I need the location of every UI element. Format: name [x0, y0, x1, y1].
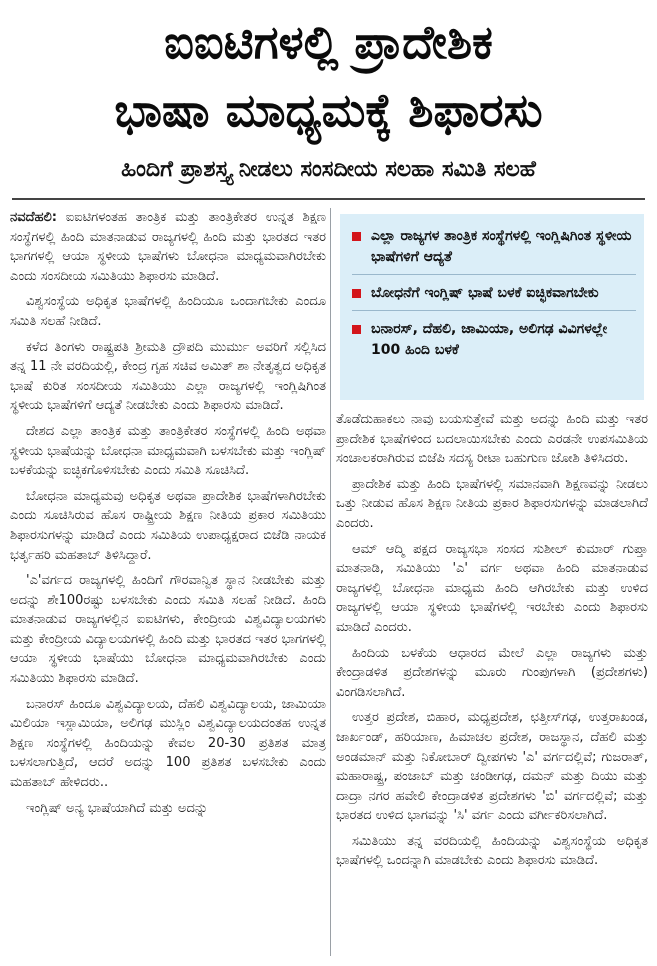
- highlight-item: [352, 281, 636, 311]
- article-paragraph: 'ಎ'ವರ್ಗದ ರಾಜ್ಯಗಳಲ್ಲಿ ಹಿಂದಿಗೆ ಗೌರವಾನ್ವಿತ ಸ್ಥಾನ ನೀಡಬೇಕು ಮತ್ತು ಅದನ್ನು ಶೇ100ರಷ್ಟು ಬಳಸಬೇಕು ಎಂದು ಸಮಿತಿ ಸಲಹೆ ನೀಡಿದೆ. ಹಿಂದಿ ಮಾತನಾಡುವ ರಾಜ್ಯಗಳಲ್ಲಿನ ಐಐಟಿಗಳು, ಕೇಂದ್ರೀಯ ವಿಶ್ವವಿದ್ಯಾಲಯಗಳು ಮತ್ತು ಕೇಂದ್ರೀಯ ವಿದ್ಯಾಲಯಗಳಲ್ಲಿ ಹಿಂದಿ ಮತ್ತು ಭಾರತದ ಇತರ ಭಾಗಗಳಲ್ಲಿ ಆಯಾ ಸ್ಥಳೀಯ ಭಾಷೆಯು ಬೋಧನಾ ಮಾಧ್ಯಮವಾಗಿರಬೇಕು ಎಂದು ಸಮಿತಿಯು ಶಿಫಾರಸು ಮಾಡಿದೆ.: [10, 573, 326, 687]
- headline-rule: [12, 198, 645, 200]
- column-divider: [330, 208, 331, 956]
- article-paragraph: ದೇಶದ ಎಲ್ಲಾ ತಾಂತ್ರಿಕ ಮತ್ತು ತಾಂತ್ರಿಕೇತರ ಸಂಸ್ಥೆಗಳಲ್ಲಿ ಹಿಂದಿ ಅಥವಾ ಸ್ಥಳೀಯ ಭಾಷೆಯನ್ನು ಬೋಧನಾ ಮಾಧ್ಯಮವಾಗಿ ಬಳಸಬೇಕು ಮತ್ತು ಇಂಗ್ಲಿಷ್ ಬಳಕೆಯನ್ನು ಐಚ್ಛಿಕಗೊಳಿಸಬೇಕು ಎಂದು ಸಮಿತಿ ಸೂಚಿಸಿದೆ.: [10, 423, 326, 479]
- headline-line-1: ಐಐಟಿಗಳಲ್ಲಿ ಪ್ರಾದೇಶಿಕ: [164, 15, 493, 69]
- highlight-text: ಎಲ್ಲಾ ರಾಜ್ಯಗಳ ತಾಂತ್ರಿಕ ಸಂಸ್ಥೆಗಳಲ್ಲಿ ಇಂಗ್ಲಿಷಿಗಿಂತ ಸ್ಥಳೀಯ ಭಾಷೆಗಳಿಗೆ ಆದ್ಯತೆ: [371, 228, 632, 265]
- highlights-box: [340, 214, 644, 400]
- bullet-square-icon: [352, 232, 361, 241]
- article-paragraph: [10, 208, 326, 286]
- article-right-column: [336, 410, 648, 960]
- article-paragraph: ಬನಾರಸ್ ಹಿಂದೂ ವಿಶ್ವವಿದ್ಯಾಲಯ, ದೆಹಲಿ ವಿಶ್ವವಿದ್ಯಾಲಯ, ಜಾಮಿಯಾ ಮಿಲಿಯಾ ಇಸ್ಲಾಮಿಯಾ, ಅಲಿಗಢ ಮುಸ್ಲಿಂ ವಿಶ್ವವಿದ್ಯಾಲಯದಂತಹ ಉನ್ನತ ಶಿಕ್ಷಣ ಸಂಸ್ಥೆಗಳಲ್ಲಿ ಹಿಂದಿಯನ್ನು ಕೇವಲ 20-30 ಪ್ರತಿಶತ ಮಾತ್ರ ಬಳಸಲಾಗುತ್ತಿದೆ, ಆದರೆ ಅದನ್ನು 100 ಪ್ರತಿಶತ ಬಳಸಬೇಕು ಎಂದು ಮಹತಾಬ್ ಹೇಳಿದರು..: [10, 696, 326, 791]
- highlight-text: ಬನಾರಸ್, ದೆಹಲಿ, ಜಾಮಿಯಾ, ಅಲಿಗಢ ವಿವಿಗಳಲ್ಲೇ 100 ಹಿಂದಿ ಬಳಕೆ: [371, 321, 608, 358]
- article-paragraph: ಕಳೆದ ತಿಂಗಳು ರಾಷ್ಟ್ರಪತಿ ಶ್ರೀಮತಿ ದ್ರೌಪದಿ ಮುರ್ಮು ಅವರಿಗೆ ಸಲ್ಲಿಸಿದ ತನ್ನ 11 ನೇ ವರದಿಯಲ್ಲಿ, ಕೇಂದ್ರ ಗೃಹ ಸಚಿವ ಅಮಿತ್ ಶಾ ನೇತೃತ್ವದ ಅಧಿಕೃತ ಭಾಷೆ ಕುರಿತ ಸಂಸದೀಯ ಸಮಿತಿಯು ಎಲ್ಲಾ ರಾಜ್ಯಗಳಲ್ಲಿ ಇಂಗ್ಲಿಷಿಗಿಂತ ಸ್ಥಳೀಯ ಭಾಷೆಗಳಿಗೆ ಆದ್ಯತೆ ನೀಡಬೇಕು ಎಂದು ಶಿಫಾರಸು ಮಾಡಿದೆ.: [10, 339, 326, 414]
- highlight-text: ಬೋಧನೆಗೆ ಇಂಗ್ಲಿಷ್ ಭಾಷೆ ಬಳಕೆ ಐಚ್ಛಿಕವಾಗಬೇಕು: [371, 285, 599, 301]
- article-paragraph: ಹಿಂದಿಯ ಬಳಕೆಯ ಆಧಾರದ ಮೇಲೆ ಎಲ್ಲಾ ರಾಜ್ಯಗಳು ಮತ್ತು ಕೇಂದ್ರಾಡಳಿತ ಪ್ರದೇಶಗಳನ್ನು ಮೂರು ಗುಂಪುಗಳಾಗಿ (ಪ್ರದೇಶಗಳು) ವಿಂಗಡಿಸಲಾಗಿದೆ.: [336, 645, 648, 700]
- article-paragraph: ಸಮಿತಿಯು ತನ್ನ ವರದಿಯಲ್ಲಿ ಹಿಂದಿಯನ್ನು ವಿಶ್ವಸಂಸ್ಥೆಯ ಅಧಿಕೃತ ಭಾಷೆಗಳಲ್ಲಿ ಒಂದನ್ನಾಗಿ ಮಾಡಬೇಕು ಎಂದು ಶಿಫಾರಸು ಮಾಡಿದೆ.: [336, 833, 648, 869]
- paragraph-text: ಐಐಟಿಗಳಂತಹ ತಾಂತ್ರಿಕ ಮತ್ತು ತಾಂತ್ರಿಕೇತರ ಉನ್ನತ ಶಿಕ್ಷಣ ಸಂಸ್ಥೆಗಳಲ್ಲಿ ಹಿಂದಿ ಮಾತನಾಡುವ ರಾಜ್ಯಗಳಲ್ಲಿ ಹಿಂದಿ ಮತ್ತು ಭಾರತದ ಇತರ ಭಾಗಗಳಲ್ಲಿ ಆಯಾ ಸ್ಥಳೀಯ ಭಾಷೆಗಳು ಬೋಧನಾ ಮಾಧ್ಯಮವಾಗಿರಬೇಕು ಎಂದು ಸಂಸದೀಯ ಸಮಿತಿಯು ಶಿಫಾರಸು ಮಾಡಿದೆ.: [10, 210, 326, 284]
- headline-line-2: ಭಾಷಾ ಮಾಧ್ಯಮಕ್ಕೆ ಶಿಫಾರಸು: [114, 83, 543, 137]
- bullet-square-icon: [352, 325, 361, 334]
- bullet-square-icon: [352, 289, 361, 298]
- highlight-item: [352, 317, 636, 367]
- article-paragraph: ತೊಡೆದುಹಾಕಲು ನಾವು ಬಯಸುತ್ತೇವೆ ಮತ್ತು ಅದನ್ನು ಹಿಂದಿ ಮತ್ತು ಇತರ ಪ್ರಾದೇಶಿಕ ಭಾಷೆಗಳಿಂದ ಬದಲಾಯಿಸಬೇಕು ಎಂದು ಎರಡನೇ ಉಪಸಮಿತಿಯ ಸಂಚಾಲಕರಾಗಿರುವ ಬಿಜೆಪಿ ಸದಸ್ಯ ರೀಟಾ ಬಹುಗುಣ ಜೋಶಿ ತಿಳಿಸಿದರು.: [336, 412, 648, 467]
- subheadline: ಹಿಂದಿಗೆ ಪ್ರಾಶಸ್ತ್ಯ ನೀಡಲು ಸಂಸದೀಯ ಸಲಹಾ ಸಮಿತಿ ಸಲಹೆ: [121, 157, 536, 182]
- article-paragraph: ಪ್ರಾದೇಶಿಕ ಮತ್ತು ಹಿಂದಿ ಭಾಷೆಗಳಲ್ಲಿ ಸಮಾನವಾಗಿ ಶಿಕ್ಷಣವನ್ನು ನೀಡಲು ಒತ್ತು ನೀಡುವ ಹೊಸ ಶಿಕ್ಷಣ ನೀತಿಯ ಪ್ರಕಾರ ಶಿಫಾರಸುಗಳನ್ನು ಮಾಡಲಾಗಿದೆ ಎಂದರು.: [336, 476, 648, 531]
- highlight-item: [352, 224, 636, 275]
- article-paragraph: ಬೋಧನಾ ಮಾಧ್ಯಮವು ಅಧಿಕೃತ ಅಥವಾ ಪ್ರಾದೇಶಿಕ ಭಾಷೆಗಳಾಗಿರಬೇಕು ಎಂದು ಸೂಚಿಸಿರುವ ಹೊಸ ರಾಷ್ಟ್ರೀಯ ಶಿಕ್ಷಣ ನೀತಿಯ ಪ್ರಕಾರ ಸಮಿತಿಯು ಶಿಫಾರಸುಗಳನ್ನು ಮಾಡಿದೆ ಎಂದು ಸಮಿತಿಯ ಉಪಾಧ್ಯಕ್ಷರಾದ ಬಿಜೆಡಿ ನಾಯಕ ಭರ್ತೃಹರಿ ಮಹತಾಬ್ ತಿಳಿಸಿದ್ದಾರೆ.: [10, 488, 326, 563]
- article-paragraph: ವಿಶ್ವಸಂಸ್ಥೆಯ ಅಧಿಕೃತ ಭಾಷೆಗಳಲ್ಲಿ ಹಿಂದಿಯೂ ಒಂದಾಗಬೇಕು ಎಂದೂ ಸಮಿತಿ ಸಲಹೆ ನೀಡಿದೆ.: [10, 294, 326, 329]
- article-left-column: [10, 208, 326, 960]
- article-paragraph: ಆಮ್ ಆದ್ಮಿ ಪಕ್ಷದ ರಾಜ್ಯಸಭಾ ಸಂಸದ ಸುಶೀಲ್ ಕುಮಾರ್ ಗುಪ್ತಾ ಮಾತನಾಡಿ, ಸಮಿತಿಯು 'ಎ' ವರ್ಗ ಅಥವಾ ಹಿಂದಿ ಮಾತನಾಡುವ ರಾಜ್ಯಗಳಲ್ಲಿ ಬೋಧನಾ ಮಾಧ್ಯಮ ಹಿಂದಿ ಆಗಿರಬೇಕು ಮತ್ತು ಉಳಿದ ರಾಜ್ಯಗಳಲ್ಲಿ ಆಯಾ ಸ್ಥಳೀಯ ಭಾಷೆಗಳಲ್ಲಿ ಇರಬೇಕು ಎಂದು ಶಿಫಾರಸು ಮಾಡಿದೆ ಎಂದರು.: [336, 541, 648, 635]
- dateline: ನವದೆಹಲಿ:: [10, 210, 57, 225]
- article-paragraph: ಇಂಗ್ಲಿಷ್ ಅನ್ಯ ಭಾಷೆಯಾಗಿದೆ ಮತ್ತು ಅದನ್ನು: [26, 800, 208, 816]
- article-paragraph: ಉತ್ತರ ಪ್ರದೇಶ, ಬಿಹಾರ, ಮಧ್ಯಪ್ರದೇಶ, ಛತ್ತೀಸ್‌ಗಢ, ಉತ್ತರಾಖಂಡ, ಜಾರ್ಖಂಡ್, ಹರಿಯಾಣ, ಹಿಮಾಚಲ ಪ್ರದೇಶ, ರಾಜಸ್ಥಾನ, ದೆಹಲಿ ಮತ್ತು ಅಂಡಮಾನ್ ಮತ್ತು ನಿಕೋಬಾರ್ ದ್ವೀಪಗಳು 'ಎ' ವರ್ಗದಲ್ಲಿವೆ; ಗುಜರಾತ್, ಮಹಾರಾಷ್ಟ್ರ, ಪಂಜಾಬ್ ಮತ್ತು ಚಂಡೀಗಢ, ದಮನ್ ಮತ್ತು ದಿಯು ಮತ್ತು ದಾದ್ರಾ ನಗರ ಹವೇಲಿ ಕೇಂದ್ರಾಡಳಿತ ಪ್ರದೇಶಗಳು 'ಬಿ' ವರ್ಗದಲ್ಲಿವೆ; ಮತ್ತು ಭಾರತದ ಉಳಿದ ಭಾಗವನ್ನು 'ಸಿ' ವರ್ಗ ಎಂದು ವರ್ಗೀಕರಿಸಲಾಗಿದೆ.: [336, 710, 648, 824]
